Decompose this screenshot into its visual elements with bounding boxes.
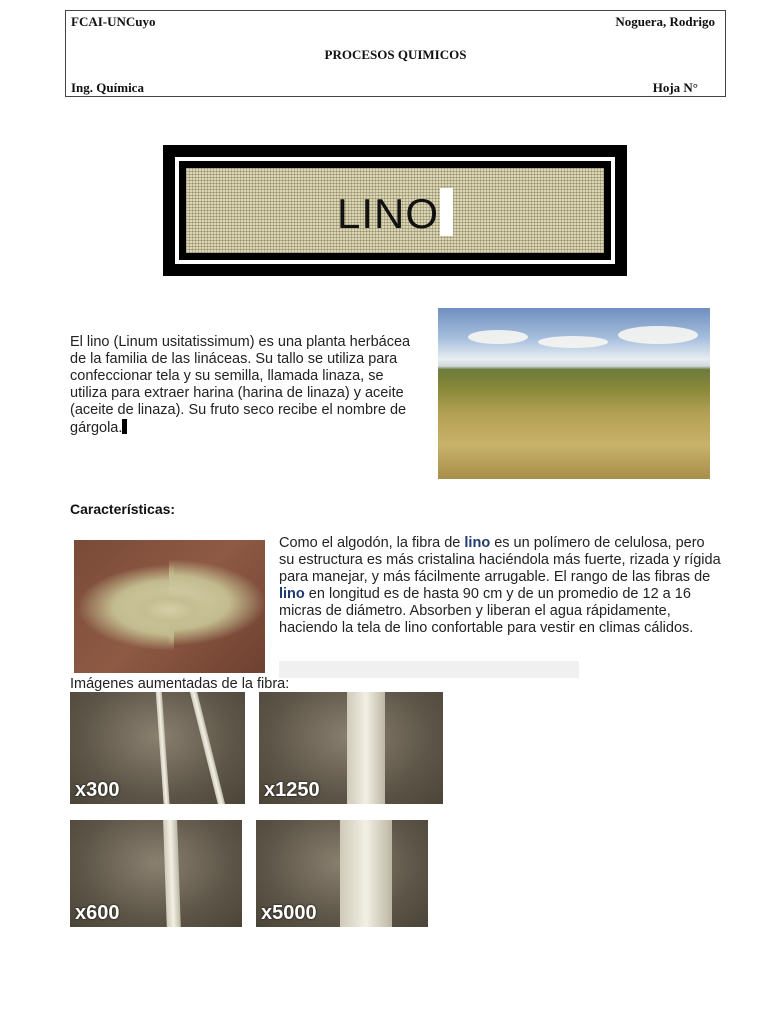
characteristics-paragraph: Como el algodón, la fibra de lino es un polímero de celulosa, pero su estructura es más cristalina haciéndola más fuerte, rizada y rígida para manejar, y más fácilmente arrugable. El rango de las fibras de lino en longitud es de hasta 90 cm y de un promedio de 12 a 16 micras de diámetro. Absorben y liberan el agua rápidamente, haciendo la tela de lino confortable para vestir en climas cálidos. bbox=[279, 535, 721, 636]
magnification-label: x600 bbox=[75, 902, 120, 924]
highlight-lino: lino bbox=[279, 586, 305, 602]
page-title: LINO bbox=[336, 190, 440, 237]
magnification-label: x1250 bbox=[264, 779, 320, 801]
magnification-label: x300 bbox=[75, 779, 120, 801]
title-banner bbox=[163, 145, 627, 276]
linen-texture bbox=[186, 168, 604, 253]
page-header bbox=[65, 10, 726, 97]
sheet-number-label: Hoja N° bbox=[652, 80, 698, 95]
fiber-sem-image-x5000 bbox=[256, 820, 428, 927]
magnification-label: x5000 bbox=[261, 902, 317, 924]
intro-paragraph: El lino (Linum usitatissimum) es una planta herbácea de la familia de las lináceas. Su tallo se utiliza para confeccionar tela y su semilla, llamada linaza, se utiliza para extraer harina (harina de linaza) y aceite (aceite de linaza). Su fruto seco recibe el nombre de gárgola. bbox=[70, 334, 411, 436]
highlight-lino: lino bbox=[464, 535, 491, 551]
fiber-sem-image-x300 bbox=[70, 692, 245, 804]
subject: PROCESOS QUIMICOS bbox=[324, 47, 467, 62]
fiber-sem-image-x600 bbox=[70, 820, 242, 927]
author: Noguera, Rodrigo bbox=[615, 14, 715, 29]
flax-field-photo bbox=[438, 308, 710, 479]
text-cursor bbox=[122, 419, 127, 434]
empty-highlight-bar bbox=[279, 661, 579, 678]
flax-fiber-bundle-photo bbox=[74, 540, 265, 673]
fiber-sem-image-x1250 bbox=[259, 692, 443, 804]
institution: FCAI-UNCuyo bbox=[71, 14, 156, 29]
text-cursor bbox=[440, 188, 453, 236]
career: Ing. Química bbox=[71, 80, 144, 95]
characteristics-heading: Características: bbox=[70, 501, 176, 517]
images-caption: Imágenes aumentadas de la fibra: bbox=[70, 676, 290, 692]
